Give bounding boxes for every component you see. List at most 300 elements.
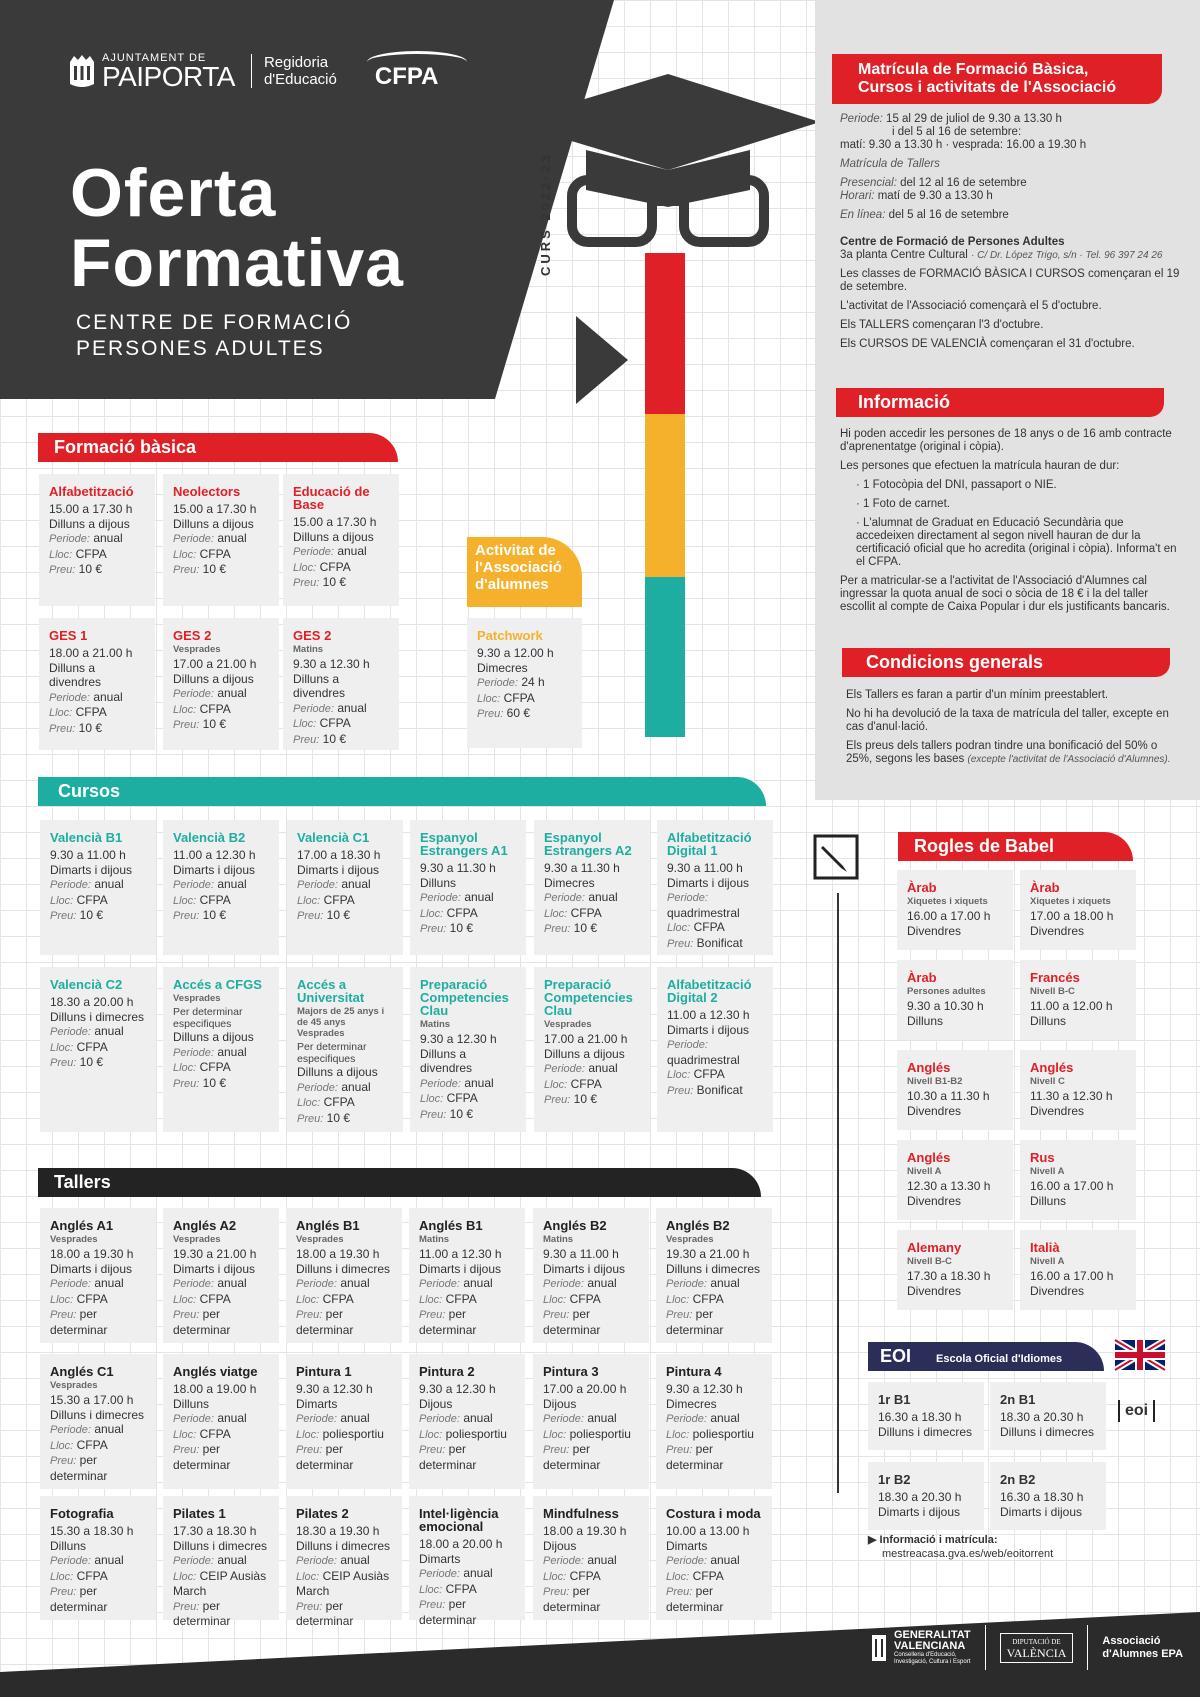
- card-hours: 18.30 a 20.00 h: [50, 995, 134, 1009]
- card-preu-value: per determinar: [666, 1307, 724, 1337]
- ajuntament-text: AJUNTAMENT DE: [102, 52, 207, 64]
- arrow-right-icon: ▶: [868, 1534, 877, 1546]
- cursos-card: [287, 820, 403, 955]
- card-lloc-label: Lloc:: [50, 1439, 74, 1452]
- card-preu-label: Preu:: [297, 1112, 324, 1125]
- card-periode-value: anual: [337, 544, 367, 558]
- card-subtitle: Nivell C: [1030, 1076, 1065, 1087]
- paiporta-text: PAIPORTA: [102, 61, 235, 92]
- taller-card: [286, 1354, 402, 1489]
- card-subtitle: Vesprades: [50, 1380, 98, 1391]
- cursos-card: [534, 967, 650, 1132]
- card-days: Dimarts i dijous: [543, 1261, 626, 1276]
- card-subtitle: Xiquetes i xiquets: [907, 896, 988, 907]
- card-title: Costura i moda: [666, 1506, 761, 1521]
- card-lloc-value: CEIP Ausiàs March: [296, 1568, 390, 1598]
- card-lloc-value: poliesportiu: [569, 1426, 631, 1441]
- card-lloc-value: CFPA: [199, 701, 231, 716]
- card-periode-value: anual: [217, 686, 247, 700]
- card-preu-value: per determinar: [173, 1598, 231, 1628]
- card-lloc-label: Lloc:: [666, 1428, 690, 1441]
- page-title: Oferta Formativa: [70, 155, 404, 301]
- card-lloc-value: CFPA: [75, 705, 107, 719]
- card-periode: [50, 877, 148, 893]
- card-subtitle: Vesprades: [173, 993, 221, 1004]
- card-lloc-value: CFPA: [199, 1060, 231, 1074]
- card-preu-value: per determinar: [419, 1442, 477, 1472]
- card-lloc-value: CEIP Ausiàs March: [173, 1568, 267, 1598]
- card-periode-label: Periode:: [543, 1413, 584, 1425]
- eoi-info: ▶ Informació i matrícula: mestreacasa.gva.es/web/eoitorrent: [868, 1534, 1054, 1560]
- card-periode-value: anual: [588, 890, 618, 904]
- babel-card: [897, 1140, 1013, 1220]
- card-lloc-label: Lloc:: [297, 894, 321, 907]
- card-periode-label: Periode:: [419, 1413, 460, 1425]
- card-periode-value: anual: [463, 1276, 493, 1290]
- card-title: Àrab: [907, 880, 937, 895]
- eoi-card: [868, 1382, 984, 1450]
- card-periode: [173, 531, 271, 547]
- card-periode: [293, 544, 391, 560]
- card-title: 1r B2: [878, 1472, 911, 1487]
- card-preu: [296, 1307, 394, 1337]
- card-preu-label: Preu:: [173, 1600, 200, 1613]
- card-title: Àrab: [907, 970, 937, 985]
- card-periode-label: Periode:: [420, 1077, 461, 1090]
- card-lloc-value: CFPA: [76, 892, 108, 907]
- card-preu-value: Bonificat: [696, 935, 743, 950]
- eoi-url[interactable]: mestreacasa.gva.es/web/eoitorrent: [882, 1548, 1054, 1560]
- card-preu-label: Preu:: [297, 910, 324, 922]
- card-lloc-label: Lloc:: [477, 692, 501, 705]
- card-periode-label: Periode:: [173, 533, 214, 545]
- card-title: Fotografia: [50, 1506, 114, 1521]
- card-days: Dimarts i dijous: [173, 1261, 256, 1276]
- card-subtitle: Vesprades: [173, 1234, 221, 1245]
- card-lloc: [297, 893, 395, 909]
- card-periode-value: anual: [340, 1553, 370, 1567]
- card-preu-value: Bonificat: [696, 1082, 743, 1097]
- card-days: Dilluns a dijous: [173, 516, 254, 531]
- card-periode-label: Periode:: [419, 1568, 460, 1580]
- card-days: Dilluns i dimecres: [50, 1407, 145, 1422]
- card-periode: [477, 675, 574, 691]
- card-subtitle: Nivell A: [1030, 1256, 1065, 1267]
- card-title: Francés: [1030, 970, 1080, 985]
- condicions-text: Els Tallers es faran a partir d'un mínim preestablert. No hi ha devolució de la taxa de matrícula del taller, excepte en cas d'anul·lació. Els preus dels tallers podran tindre una bonificació del 50% o 25%, segons les bases (excepte l'activitat de l'Associació d'Alumnes).: [846, 689, 1171, 765]
- card-lloc-value: CFPA: [76, 1291, 108, 1306]
- card-periode-label: Periode:: [667, 1039, 708, 1051]
- card-title: Neolectors: [173, 484, 241, 499]
- card-hours: 9.30 a 11.00 h: [543, 1247, 619, 1261]
- card-lloc: [477, 691, 574, 707]
- card-hours: 9.30 a 12.00 h: [477, 646, 554, 660]
- card-periode-value: anual: [587, 1553, 617, 1567]
- card-periode-label: Periode:: [49, 691, 90, 704]
- card-preu-value: per determinar: [296, 1598, 354, 1628]
- card-hours: 11.00 a 12.00 h: [1030, 999, 1113, 1013]
- associacio-card: [467, 618, 582, 748]
- card-preu-value: 10 €: [322, 575, 346, 589]
- card-periode: [173, 1411, 271, 1427]
- card-lloc-value: CFPA: [199, 1291, 231, 1306]
- card-periode-value: anual: [93, 689, 123, 704]
- taller-card: [40, 1354, 156, 1489]
- babel-card: [897, 1230, 1013, 1310]
- card-periode: [666, 1553, 764, 1569]
- babel-card: [897, 870, 1013, 950]
- card-days: Dilluns a dijous: [173, 671, 254, 686]
- card-days: Dilluns: [1030, 1013, 1067, 1028]
- babel-card: [897, 1050, 1013, 1130]
- card-lloc-label: Lloc:: [543, 1570, 567, 1583]
- card-preu: [173, 1599, 271, 1629]
- card-lloc: [544, 906, 642, 922]
- card-subtitle: Vesprades: [544, 1019, 592, 1030]
- card-lloc-label: Lloc:: [293, 718, 317, 730]
- card-subtitle: Matins: [293, 644, 324, 655]
- card-days: Divendres: [907, 923, 962, 938]
- card-lloc-label: Lloc:: [173, 1570, 197, 1583]
- card-title: GES 1: [49, 628, 88, 643]
- card-lloc: [420, 906, 518, 922]
- card-preu-label: Preu:: [296, 1444, 323, 1456]
- card-preu-value: per determinar: [296, 1442, 354, 1472]
- card-preu: [50, 908, 148, 924]
- card-hours: 9.30 a 12.30 h: [296, 1382, 373, 1396]
- card-days: Dimarts i dijous: [1000, 1504, 1083, 1519]
- card-periode: [543, 1276, 641, 1292]
- card-periode-value: anual: [217, 531, 247, 545]
- card-preu-label: Preu:: [173, 1444, 200, 1456]
- card-periode-value: anual: [337, 700, 367, 715]
- card-preu-label: Preu:: [173, 564, 200, 576]
- formacio-card: [283, 618, 399, 750]
- page-subtitle: CENTRE DE FORMACIÓ PERSONES ADULTES: [76, 311, 353, 360]
- card-hours: 9.30 a 12.30 h: [293, 657, 370, 671]
- card-title: Valencià C1: [297, 830, 370, 845]
- card-hours: 17.00 a 20.00 h: [543, 1382, 627, 1396]
- card-preu-label: Preu:: [293, 577, 320, 589]
- card-lloc: [296, 1427, 394, 1443]
- card-preu-label: Preu:: [543, 1586, 570, 1598]
- play-triangle-icon: [576, 316, 628, 404]
- card-preu-label: Preu:: [293, 733, 320, 746]
- card-preu-label: Preu:: [50, 1586, 77, 1598]
- divider-line: [837, 893, 839, 1493]
- card-hours: 18.30 a 20.30 h: [878, 1490, 962, 1504]
- card-periode-value: anual: [463, 1566, 493, 1580]
- card-periode-label: Periode:: [50, 1555, 91, 1567]
- card-periode-label: Periode:: [293, 702, 334, 715]
- card-hours: 11.00 a 12.30 h: [419, 1247, 502, 1261]
- cursos-card: [534, 820, 650, 955]
- card-periode-label: Periode:: [173, 1046, 214, 1059]
- card-preu: [296, 1442, 394, 1472]
- card-lloc-label: Lloc:: [420, 907, 444, 920]
- babel-card: [1020, 1050, 1136, 1130]
- card-preu: [173, 562, 271, 578]
- taller-card: [409, 1496, 525, 1627]
- card-lloc-value: CFPA: [199, 1426, 231, 1441]
- card-days: Dimarts i dijous: [50, 1261, 133, 1276]
- card-subtitle: Nivell A: [907, 1166, 942, 1177]
- formacio-card: [163, 618, 279, 750]
- card-periode-label: Periode:: [296, 1278, 337, 1290]
- card-periode: [419, 1566, 517, 1582]
- card-lloc-value: CFPA: [199, 546, 231, 561]
- card-subtitle: Nivell B-C: [1030, 986, 1075, 997]
- card-hours: 18.30 a 20.30 h: [1000, 1410, 1084, 1424]
- card-days: Dijous: [543, 1538, 577, 1553]
- card-lloc-label: Lloc:: [50, 1570, 74, 1583]
- card-lloc: [173, 1060, 271, 1076]
- card-title: Accés a CFGS: [173, 977, 262, 992]
- card-preu-value: 10 €: [78, 720, 102, 735]
- card-lloc-value: CFPA: [445, 1581, 477, 1596]
- taller-card: [286, 1208, 402, 1343]
- card-lloc-value: CFPA: [199, 892, 231, 907]
- card-periode-label: Periode:: [666, 1413, 707, 1425]
- card-lloc-label: Lloc:: [544, 1078, 568, 1091]
- card-preu: [419, 1597, 517, 1627]
- card-lloc: [50, 893, 148, 909]
- card-preu: [50, 1307, 148, 1337]
- card-periode-value: anual: [587, 1276, 617, 1290]
- card-periode-label: Periode:: [173, 1555, 214, 1567]
- card-periode-value: anual: [93, 531, 123, 545]
- card-periode-label: Periode:: [50, 1278, 91, 1290]
- card-lloc: [173, 1569, 271, 1599]
- card-lloc: [173, 702, 271, 718]
- card-preu: [293, 575, 391, 591]
- card-lloc: [173, 547, 271, 563]
- card-periode-value: anual: [94, 1422, 124, 1436]
- card-days: Dimarts i dijous: [173, 862, 256, 877]
- tallers-header: Tallers: [38, 1168, 761, 1197]
- card-hours: 9.30 a 11.30 h: [544, 861, 620, 875]
- card-preu: [420, 1107, 518, 1123]
- card-preu-label: Preu:: [173, 1309, 200, 1321]
- card-lloc-value: CFPA: [76, 1568, 108, 1583]
- paiporta-crest-icon: [68, 54, 96, 88]
- card-periode: [297, 877, 395, 893]
- card-preu-label: Preu:: [666, 1309, 693, 1321]
- card-preu-value: 10 €: [79, 1055, 103, 1069]
- card-subtitle: Majors de 25 anys i de 45 anys: [297, 1006, 385, 1028]
- card-title: Pintura 3: [543, 1364, 599, 1379]
- card-title: Alfabetització Digital 1: [667, 830, 752, 858]
- card-periode-label: Periode:: [49, 533, 90, 545]
- card-preu-label: Preu:: [173, 910, 200, 922]
- card-preu-value: per determinar: [543, 1442, 601, 1472]
- card-periode: [420, 890, 518, 906]
- card-hours: 9.30 a 11.00 h: [50, 848, 126, 862]
- card-lloc-label: Lloc:: [173, 548, 197, 561]
- card-preu: [419, 1442, 517, 1472]
- babel-card: [1020, 1230, 1136, 1310]
- card-hours: 17.30 a 18.30 h: [907, 1269, 991, 1283]
- card-preu-label: Preu:: [173, 1077, 200, 1090]
- formacio-card: [39, 618, 155, 750]
- taller-card: [533, 1354, 649, 1489]
- card-hours: 11.00 a 12.30 h: [173, 848, 256, 862]
- card-periode-label: Periode:: [293, 546, 334, 558]
- card-title: Espanyol Estrangers A2: [544, 830, 632, 858]
- card-title: Anglés C1: [50, 1364, 114, 1379]
- card-lloc: [666, 1292, 764, 1308]
- card-periode-value: anual: [710, 1276, 740, 1290]
- card-preu: [420, 921, 518, 937]
- card-periode-value: anual: [710, 1411, 740, 1425]
- card-preu-label: Preu:: [420, 1108, 447, 1121]
- card-title: Anglés B1: [419, 1218, 483, 1233]
- babel-card: [1020, 870, 1136, 950]
- card-lloc-label: Lloc:: [543, 1293, 567, 1306]
- card-days: Dilluns a dijous: [173, 1030, 254, 1044]
- card-days: Dilluns a dijous: [544, 1046, 625, 1061]
- card-periode-label: Periode:: [50, 1424, 91, 1436]
- card-hours: 18.00 a 19.30 h: [543, 1524, 627, 1538]
- card-periode: [544, 890, 642, 906]
- card-hours: 18.00 a 20.00 h: [419, 1537, 503, 1551]
- card-days: Dilluns a divendres: [293, 671, 346, 700]
- card-title: 1r B1: [878, 1392, 911, 1407]
- card-lloc-value: CFPA: [446, 905, 478, 920]
- card-periode-value: anual: [94, 1276, 124, 1290]
- card-preu-label: Preu:: [420, 923, 447, 935]
- babel-card: [1020, 1140, 1136, 1220]
- card-periode: [296, 1276, 394, 1292]
- card-lloc: [50, 1569, 148, 1585]
- card-title: Pintura 4: [666, 1364, 722, 1379]
- card-preu: [296, 1599, 394, 1629]
- card-hours: 18.00 a 19.00 h: [173, 1382, 257, 1396]
- card-periode-value: anual: [217, 1553, 247, 1567]
- card-preu: [544, 921, 642, 937]
- card-days: Dimarts i dijous: [419, 1261, 502, 1276]
- card-subtitle: Matins: [419, 1234, 450, 1245]
- color-bar-red: [645, 253, 685, 414]
- card-hours: 18.00 a 21.00 h: [49, 646, 133, 660]
- card-periode: [173, 1045, 271, 1061]
- card-preu-value: per determinar: [296, 1307, 354, 1337]
- card-subtitle: Xiquetes i xiquets: [1030, 896, 1111, 907]
- card-lloc-value: CFPA: [692, 1291, 724, 1306]
- taller-card: [163, 1208, 279, 1343]
- card-title: Mindfulness: [543, 1506, 619, 1521]
- card-days: Divendres: [1030, 1283, 1085, 1298]
- card-periode-label: Periode:: [173, 1413, 214, 1425]
- card-lloc: [544, 1077, 642, 1093]
- card-days: Dilluns a dijous: [293, 529, 374, 544]
- card-preu-value: per determinar: [666, 1584, 724, 1614]
- card-days: Dimarts i dijous: [667, 1022, 750, 1037]
- eoi-card: [868, 1462, 984, 1530]
- card-title: Anglés A2: [173, 1218, 237, 1233]
- card-hours: 9.30 a 12.30 h: [419, 1382, 496, 1396]
- card-preu-label: Preu:: [666, 1444, 693, 1456]
- card-periode-value: anual: [464, 1075, 494, 1090]
- card-preu: [49, 721, 147, 737]
- card-title: Valencià B1: [50, 830, 123, 845]
- card-title: Anglés: [1030, 1060, 1074, 1075]
- card-days: Dimarts: [296, 1396, 338, 1411]
- card-title: Pintura 1: [296, 1364, 352, 1379]
- card-preu-label: Preu:: [544, 923, 571, 935]
- card-periode: [667, 1037, 765, 1067]
- card-title: GES 2: [293, 628, 332, 643]
- taller-card: [533, 1496, 649, 1620]
- card-periode-value: anual: [587, 1411, 617, 1425]
- card-lloc: [173, 893, 271, 909]
- associacio-header: Activitat de l'Associació d'alumnes: [467, 537, 582, 607]
- card-lloc: [420, 1091, 518, 1107]
- card-preu: [50, 1055, 148, 1071]
- card-days: Dilluns a dijous: [297, 1065, 378, 1079]
- card-preu: [544, 1092, 642, 1108]
- card-preu: [50, 1453, 148, 1483]
- card-lloc-label: Lloc:: [50, 1041, 74, 1054]
- card-hours: 18.00 a 19.30 h: [50, 1247, 134, 1261]
- formacio-card: [39, 474, 155, 606]
- card-lloc-label: Lloc:: [173, 894, 197, 907]
- card-days: Dilluns i dimecres: [296, 1261, 391, 1276]
- card-hours: 17.00 a 18.00 h: [1030, 909, 1114, 923]
- associacio-logo: Associació d'Alumnes EPA: [1102, 1634, 1184, 1660]
- card-periode: [543, 1553, 641, 1569]
- eoi-card: [990, 1462, 1106, 1530]
- cursos-card: [657, 967, 773, 1132]
- card-title: Valencià B2: [173, 830, 246, 845]
- card-lloc: [666, 1569, 764, 1585]
- card-title: Valencià C2: [50, 977, 123, 992]
- cursos-card: [163, 820, 279, 955]
- card-lloc-label: Lloc:: [667, 922, 691, 934]
- card-periode: [543, 1411, 641, 1427]
- card-days: Dilluns: [50, 1538, 87, 1553]
- card-lloc-label: Lloc:: [419, 1583, 443, 1596]
- card-subtitle: Persones adultes: [907, 986, 986, 997]
- card-preu-label: Preu:: [666, 1586, 693, 1598]
- cursos-card: [657, 820, 773, 955]
- card-lloc-value: CFPA: [322, 1291, 354, 1306]
- card-periode: [297, 1080, 395, 1096]
- card-preu-value: per determinar: [419, 1307, 477, 1337]
- card-lloc: [667, 920, 765, 936]
- card-preu-label: Preu:: [296, 1600, 323, 1613]
- card-lloc-label: Lloc:: [173, 1428, 197, 1441]
- card-days: Dilluns a dijous: [49, 516, 130, 531]
- card-periode: [50, 1276, 148, 1292]
- card-preu-label: Preu:: [296, 1309, 323, 1321]
- card-title: Anglés: [907, 1150, 951, 1165]
- card-preu: [50, 1584, 148, 1614]
- card-title: 2n B2: [1000, 1472, 1036, 1487]
- card-preu-label: Preu:: [544, 1094, 571, 1106]
- card-preu: [173, 717, 271, 733]
- formacio-card: [283, 474, 399, 606]
- card-preu: [173, 908, 271, 924]
- generalitat-logo: GENERALITAT VALENCIANA Conselleria d'Educació, Investigació, Cultura i Esport: [870, 1630, 971, 1666]
- card-preu-value: 10 €: [573, 1092, 597, 1106]
- card-lloc-label: Lloc:: [543, 1428, 567, 1441]
- card-lloc: [296, 1292, 394, 1308]
- card-lloc: [293, 716, 391, 732]
- card-lloc-label: Lloc:: [293, 561, 317, 574]
- card-preu-label: Preu:: [543, 1444, 570, 1456]
- card-preu-value: per determinar: [666, 1442, 724, 1472]
